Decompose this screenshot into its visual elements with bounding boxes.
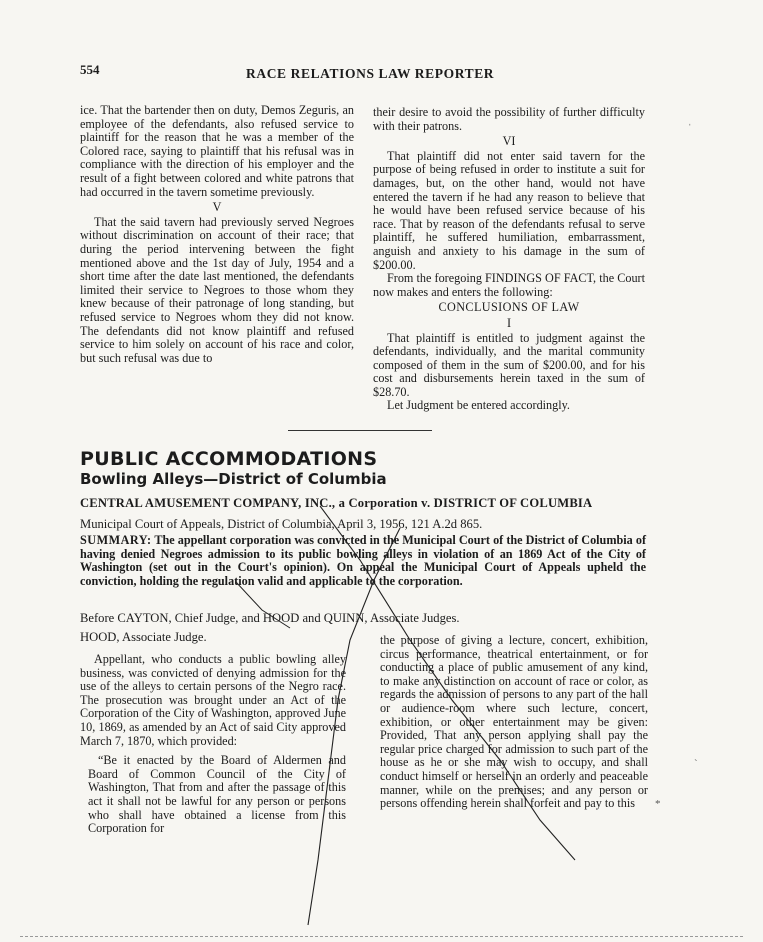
page-number: 554 xyxy=(80,62,100,77)
top-left-paragraph: That the said tavern had previously served Negroes without discrimination on account of their race; that during the period intervening between the fight mentioned above and the 1st day of July, 1954 and a short time after the date last mentioned, the defendants limited their service to Negroes to those whom they knew because of their patronage of long standing, but refused service to Negroes whom they did not know. The defendants did not know plaintiff and refused service to him solely on account of his race and color, but such refusal was due to xyxy=(80,214,354,365)
summary-text: The appellant corporation was convicted in the Municipal Court of the District of Columbia of having denied Negroes admission to its public bowling alleys in violation of an 1869 Act of the City of Washington (set out in the Court's opinion). On appeal the Municipal Court of Appeals upheld the conviction, holding the regulation valid and applicable to the corporation. xyxy=(80,533,647,588)
top-right-paragraph: That plaintiff did not enter said tavern for the purpose of being refused in order to institute a suit for damages, but, on the other hand, would not have entered the tavern if he had any reason to believe that he would have been refused service because of his race. That by reason of the defendants refusal to serve plaintiff, he suffered humiliation, embarrassment, anguish and anxiety to his damage in the sum of $200.00. xyxy=(373,148,645,272)
section-divider xyxy=(288,430,432,431)
case-summary xyxy=(80,534,646,588)
stray-mark: * xyxy=(655,798,661,810)
section-heading-vi: VI xyxy=(502,134,516,149)
bottom-right-column xyxy=(380,634,648,811)
top-right-paragraph: their desire to avoid the possibility of further difficulty with their patrons. xyxy=(373,105,645,133)
top-left-paragraph: ice. That the bartender then on duty, Demos Zeguris, an employee of the defendants, also refused service to plaintiff for the reason that he was a member of the Colored race, saying to plaintiff that his refusal was in compliance with the direction of his employer and the result of a fight between colored and white patrons that had occurred in the tavern sometime previously. xyxy=(80,103,354,199)
section-heading: PUBLIC ACCOMMODATIONS xyxy=(80,448,378,470)
bottom-left-column xyxy=(80,653,346,836)
top-left-column xyxy=(80,104,354,365)
section-subheading: Bowling Alleys—District of Columbia xyxy=(80,470,387,488)
summary-label: SUMMARY: xyxy=(80,533,152,547)
top-right-column xyxy=(373,106,645,413)
top-right-paragraph: That plaintiff is entitled to judgment against the defendants, individually, and the marital community composed of them in the sum of $200.00, and for his cost and disbursements herein taxed in the sum of $28.70. xyxy=(373,330,645,399)
page-bottom-edge xyxy=(20,936,743,937)
conclusions-heading: CONCLUSIONS OF LAW xyxy=(438,300,580,315)
case-citation: Municipal Court of Appeals, District of Columbia, April 3, 1956, 121 A.2d 865. xyxy=(80,517,483,531)
section-heading-i: I xyxy=(506,315,512,330)
section-heading-v: V xyxy=(212,200,222,215)
case-title: CENTRAL AMUSEMENT COMPANY, INC., a Corporation v. DISTRICT OF COLUMBIA xyxy=(80,496,593,510)
statute-quote: “Be it enacted by the Board of Aldermen and Board of Common Council of the City of Washington, That from and after the passage of this act it shall not be lawful for any person or persons who shall have obtained a license from this Corporation for xyxy=(88,753,346,836)
bench-line: Before CAYTON, Chief Judge, and HOOD and QUINN, Associate Judges. xyxy=(80,611,460,625)
top-right-paragraph: Let Judgment be entered accordingly. xyxy=(387,398,570,413)
opinion-paragraph: Appellant, who conducts a public bowling alley business, was convicted of denying admission for the use of the alleys to certain persons of the Negro race. The prosecution was brought under an Act of the Corporation of the City of Washington, approved June 10, 1869, as amended by an Act of said City approved March 7, 1870, which provided: xyxy=(80,652,346,748)
top-right-paragraph: From the foregoing FINDINGS OF FACT, the Court now makes and enters the following: xyxy=(373,271,645,299)
opinion-author: HOOD, Associate Judge. xyxy=(80,630,207,644)
stray-mark: ˋ xyxy=(694,758,698,770)
statute-continuation: the purpose of giving a lecture, concert, exhibition, circus performance, theatrical entertainment, or for conducting a place of public amusement of any kind, to make any distinction on account of race or color, as regards the admission of persons to any part of the hall or audience-room where such lecture, concert, exhibition, or other entertainment may be given: Provided, That any person applying shall pay the regular price charged for admission to such part of the house as he or she may wish to occupy, and shall conduct himself or herself in an orderly and peaceable manner, while on the premises; and any person or persons offending herein shall forfeit and pay to this xyxy=(380,633,648,811)
running-title: RACE RELATIONS LAW REPORTER xyxy=(246,66,495,81)
stray-mark: ˈ xyxy=(688,122,692,134)
